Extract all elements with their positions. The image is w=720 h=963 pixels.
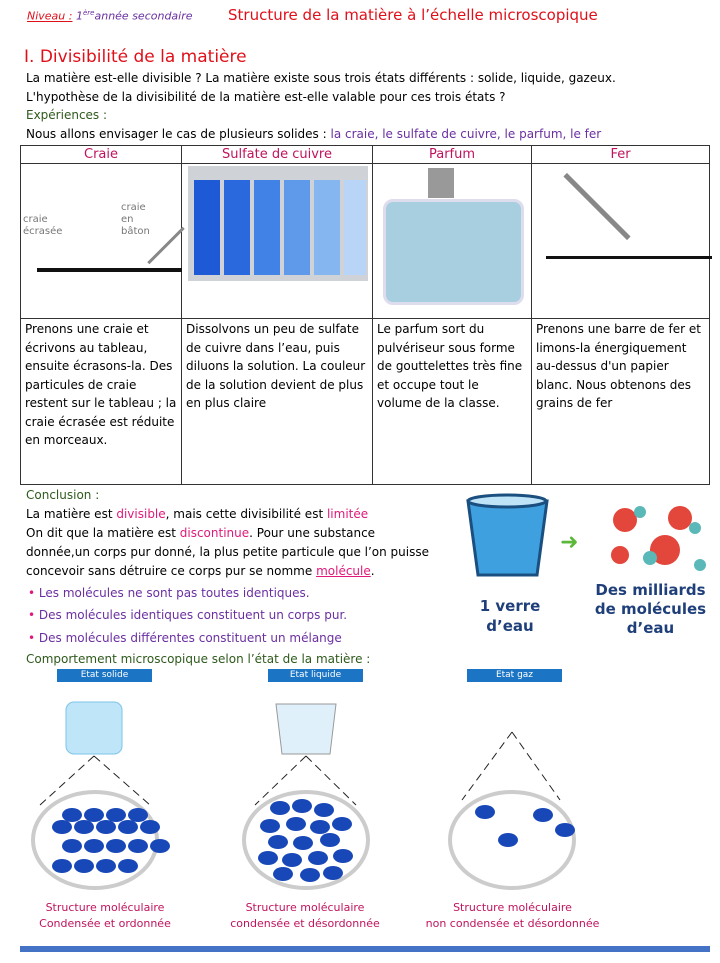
perfume-bottle-icon (383, 199, 524, 305)
bullet-text: Les molécules ne sont pas toutes identiques. (38, 586, 310, 600)
glass-label (470, 596, 550, 636)
caption-line: non condensée et désordonnée (425, 917, 600, 930)
craie-ecrasee-label: craie écrasée (23, 214, 63, 237)
molecule (293, 836, 313, 850)
molecule (150, 839, 170, 853)
board-line (37, 268, 182, 272)
molecule (323, 866, 343, 880)
molecule (475, 805, 495, 819)
molecule (84, 839, 104, 853)
ice-cube-icon (66, 702, 122, 754)
molecule (52, 859, 72, 873)
cases-line (26, 127, 601, 141)
bullet-1: • Les molécules ne sont pas toutes identiques. (28, 586, 310, 600)
bullet-2: • Des molécules identiques constituent un corps pur. (28, 608, 348, 622)
caption-liquid (220, 900, 390, 932)
molecule (314, 803, 334, 817)
label-etat-gaz: Etat gaz (467, 669, 562, 682)
conclusion-line-1 (26, 507, 368, 521)
paper-line (546, 256, 712, 259)
glass-label-2: d’eau (486, 617, 534, 635)
intro-line-2: L'hypothèse de la divisibilité de la matière est-elle valable pour ces trois états ? (26, 90, 506, 104)
arrow-right-icon: ➜ (560, 530, 579, 555)
glass-label-1: 1 verre (479, 597, 541, 615)
craie-baton-label: craie en bâton (121, 202, 150, 237)
header-sulfate: Sulfate de cuivre (182, 146, 373, 164)
gas-diagram (450, 732, 575, 888)
molecule (268, 835, 288, 849)
footer-bar (20, 946, 710, 952)
niveau-sup: ère (82, 9, 95, 17)
molecule (128, 839, 148, 853)
molecule (84, 808, 104, 822)
keyword-discontinue: discontinue (179, 526, 250, 540)
molecule (118, 859, 138, 873)
molecule (292, 799, 312, 813)
craie-description: Prenons une craie et écrivons au tableau, ensuite écrasons-la. Des particules de craie restent sur le tableau ; la craie écrasée est réduite en morceaux. (21, 319, 182, 485)
molecule (320, 833, 340, 847)
molecule (273, 867, 293, 881)
molecule (286, 817, 306, 831)
molecule (140, 820, 160, 834)
beaker-icon (276, 704, 336, 754)
parfum-image (373, 164, 532, 319)
fer-description: Prenons une barre de fer et limons-la énergiquement au-dessus d'un papier blanc. Nous obtenons des grains de fer (532, 319, 710, 485)
molecule (74, 820, 94, 834)
molecule (498, 833, 518, 847)
molecule (300, 868, 320, 882)
text: La matière est (26, 507, 117, 521)
molecule (106, 808, 126, 822)
molecule (96, 859, 116, 873)
label-etat-liquide: Etat liquide (268, 669, 363, 682)
keyword-molecule: molécule (316, 564, 371, 578)
caption-line: Structure moléculaire (45, 901, 165, 914)
molecule (332, 817, 352, 831)
iron-bar-icon (563, 173, 630, 240)
parfum-description: Le parfum sort du pulvériseur sous forme de gouttelettes très fine et occupe tout le volume de la classe. (373, 319, 532, 485)
sulfate-image (182, 164, 373, 319)
cases-list: la craie, le sulfate de cuivre, le parfum, le fer (330, 127, 602, 141)
sulfate-description: Dissolvons un peu de sulfate de cuivre dans l’eau, puis diluons la solution. La couleur de la solution devient de plus en plus claire (182, 319, 373, 485)
molecule (62, 839, 82, 853)
molecule (333, 849, 353, 863)
header-fer: Fer (532, 146, 710, 164)
page-title: Structure de la matière à l’échelle microscopique (228, 6, 598, 24)
caption-line: condensée et désordonnée (230, 917, 380, 930)
section-title: I. Divisibilité de la matière (24, 47, 247, 67)
experiences-heading: Expériences : (26, 108, 108, 122)
header-parfum: Parfum (373, 146, 532, 164)
text: concevoir sans détruire ce corps pur se nomme (26, 564, 317, 578)
tubes-photo (188, 166, 368, 281)
molecule (106, 839, 126, 853)
solid-diagram (33, 702, 170, 888)
states-diagram (0, 690, 720, 900)
header-craie: Craie (21, 146, 182, 164)
molecule (118, 820, 138, 834)
caption-line: Structure moléculaire (245, 901, 365, 914)
experiments-table (20, 145, 710, 485)
molecule (308, 851, 328, 865)
craie-image (21, 164, 182, 319)
spray-cap-icon (428, 168, 454, 198)
label-etat-solide: Etat solide (57, 669, 152, 682)
liquid-diagram (244, 704, 368, 888)
caption-gas (415, 900, 610, 932)
molecule (74, 859, 94, 873)
molecule (310, 820, 330, 834)
conclusion-line-2 (26, 526, 375, 540)
molecule (282, 853, 302, 867)
fer-image (532, 164, 710, 319)
keyword-divisible: divisible (116, 507, 166, 521)
conclusion-heading: Conclusion : (26, 488, 100, 502)
conclusion-line-4: concevoir sans détruire ce corps pur se nomme molécule. (26, 564, 375, 578)
molecules-label (588, 581, 713, 638)
niveau-label: Niveau : (27, 9, 73, 23)
caption-line: Structure moléculaire (453, 901, 572, 914)
bullet-text: Des molécules identiques constituent un corps pur. (38, 608, 348, 622)
molecules-icon (600, 500, 710, 580)
caption-line: Condensée et ordonnée (39, 917, 171, 930)
molecule (270, 801, 290, 815)
cases-prefix: Nous allons envisager le cas de plusieurs solides : (26, 127, 331, 141)
niveau-value: année secondaire (94, 9, 193, 23)
molecule (258, 851, 278, 865)
molecule (128, 808, 148, 822)
bullet-3: • Des molécules différentes constituent un mélange (28, 631, 342, 645)
molecule (555, 823, 575, 837)
molecules-label-3: d’eau (626, 619, 675, 637)
molecule (260, 819, 280, 833)
molecule (533, 808, 553, 822)
keyword-limitee: limitée (326, 507, 369, 521)
niveau (27, 9, 193, 23)
molecules-label-2: de molécules (594, 600, 707, 618)
intro-line-1: La matière est-elle divisible ? La matière existe sous trois états différents : solide, liquide, gazeux. (26, 71, 616, 85)
conclusion-line-3: donnée,un corps pur donné, la plus petite particule que l’on puisse (26, 545, 430, 559)
text: , mais cette divisibilité est (165, 507, 327, 521)
caption-solid (20, 900, 190, 932)
text: . Pour une substance (249, 526, 376, 540)
text: On dit que la matière est (26, 526, 180, 540)
states-heading: Comportement microscopique selon l’état de la matière : (26, 652, 371, 666)
bullet-text: Des molécules différentes constituent un mélange (38, 631, 342, 645)
water-glass-icon (465, 493, 550, 578)
molecule (62, 808, 82, 822)
molecule (96, 820, 116, 834)
niveau-num: 1 (75, 9, 83, 23)
molecule (52, 820, 72, 834)
molecules-label-1: Des milliards (595, 581, 706, 599)
